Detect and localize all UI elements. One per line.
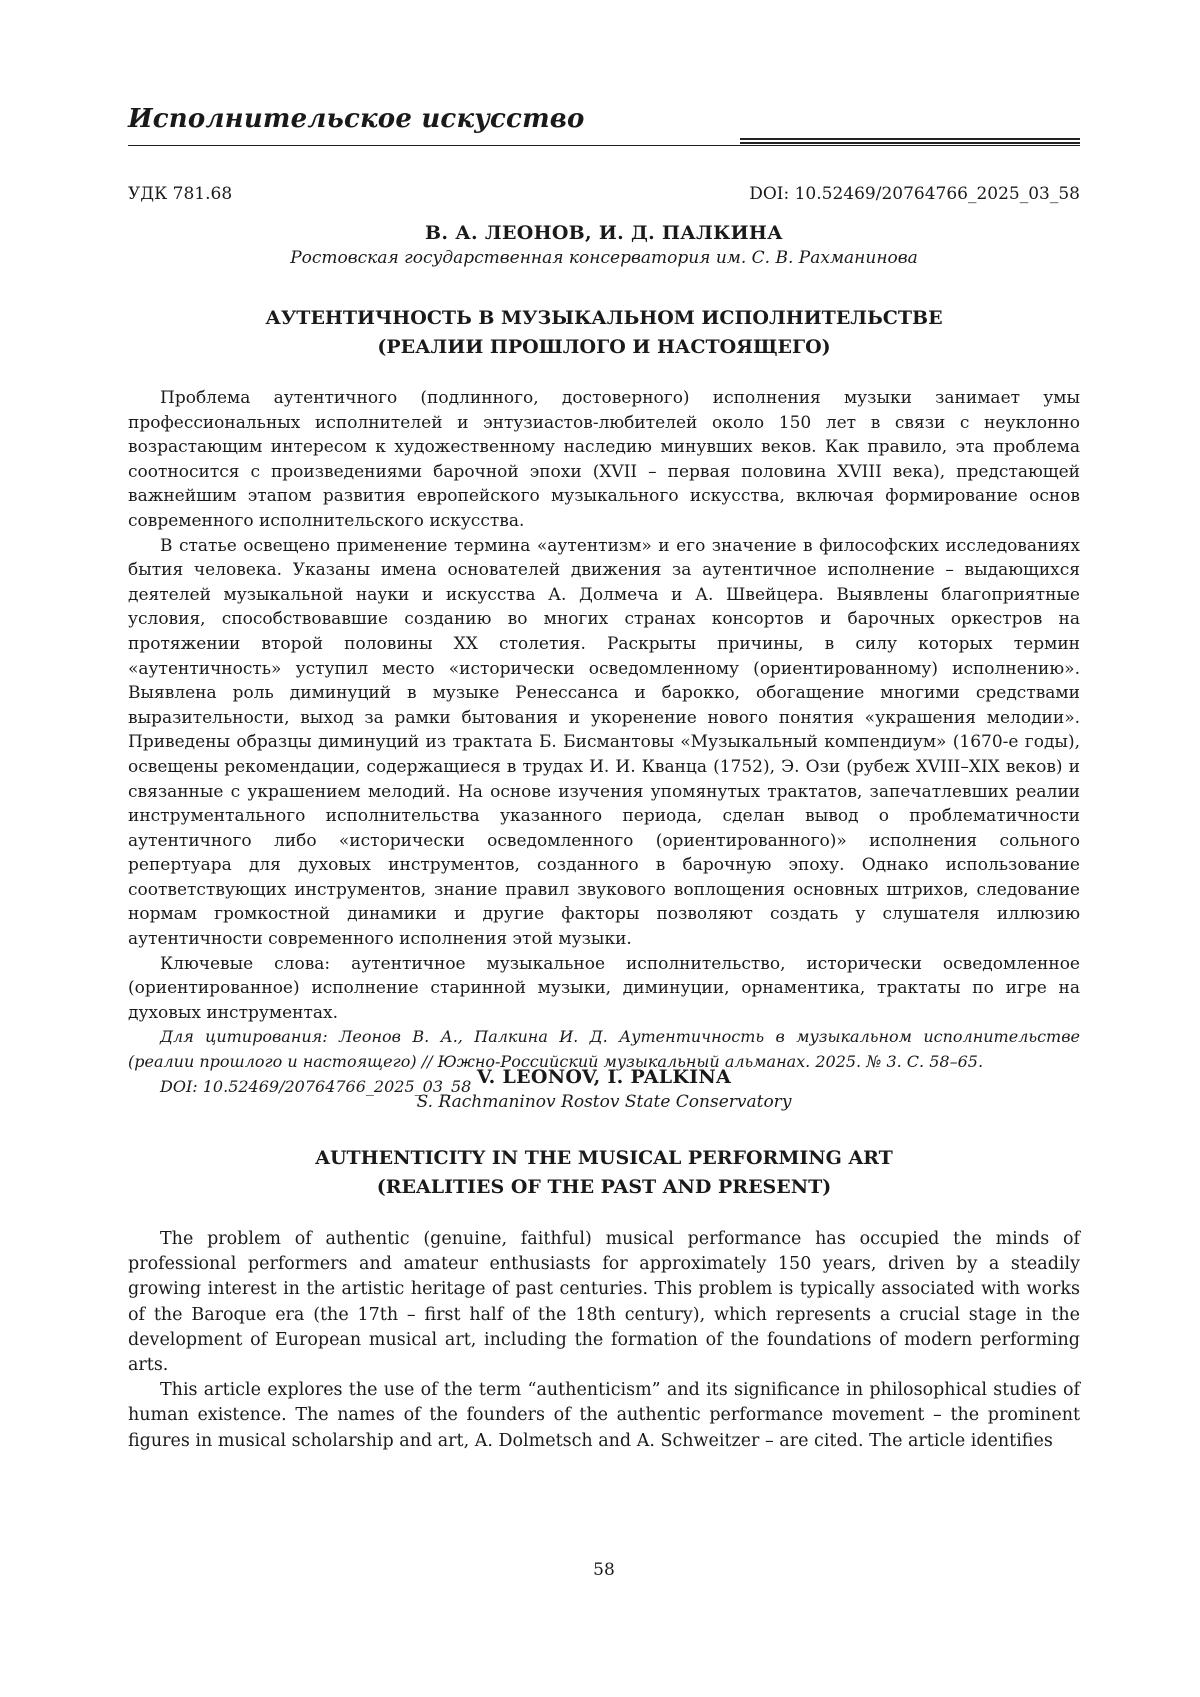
header-rule: [128, 145, 1080, 146]
en-author-block: [128, 1066, 1080, 1112]
en-abstract-paragraph-1: The problem of authentic (genuine, faithful) musical performance has occupied the minds of professional performers and amateur enthusiasts for approximately 150 years, driven by a steadily growing interest in the artistic heritage of past centuries. This problem is typically associated with works of the Baroque era (the 17th – first half of the 18th century), which represents a crucial stage in the development of European musical art, including the formation of the foundations of modern performing arts.: [128, 1229, 1080, 1376]
en-authors: V. LEONOV, I. PALKINA: [476, 1066, 732, 1088]
ru-abstract-paragraph-2: В статье освещено применение термина «аутентизм» и его значение в философских исследованиях бытия человека. Указаны имена основателей движения за аутентичное исполнение – выдающихся деятелей музыкальной науки и искусства А. Долмеча и А. Швейцера. Выявлены благоприятные условия, способствовавшие созданию во многих странах консортов и барочных оркестров на протяжении второй половины XX столетия. Раскрыты причины, в силу которых термин «аутентичность» уступил место «исторически осведомленному (ориентированному) исполнению». Выявлена роль диминуций в музыке Ренессанса и барокко, обогащение многими средствами выразительности, выход за рамки бытования и укоренение нового понятия «украшения мелодии». Приведены образцы диминуций из трактата Б. Бисмантовы «Музыкальный компендиум» (1670-е годы), освещены рекомендации, содержащиеся в трудах И. И. Кванца (1752), Э. Ози (рубеж XVIII–XIX веков) и связанные с украшением мелодий. На основе изучения упомянутых трактатов, запечатлевших реалии инструментального исполнительства указанного периода, сделан вывод о проблематичности аутентичного либо «исторически осведомленного (ориентированного)» исполнения сольного репертуара для духовых инструментов, созданного в барочную эпоху. Однако использование соответствующих инструментов, знание правил звукового воплощения основных штрихов, следование нормам громкостной динамики и другие факторы позволяют создать у слушателя иллюзию аутентичности современного исполнения этой музыки.: [128, 535, 1080, 950]
section-title: Исполнительское искусство: [128, 104, 585, 134]
doi-header[interactable]: DOI: 10.52469/20764766_2025_03_58: [749, 184, 1080, 204]
en-abstract: [128, 1227, 1080, 1454]
ru-authors: В. А. ЛЕОНОВ, И. Д. ПАЛКИНА: [425, 222, 783, 244]
en-title-line1: AUTHENTICITY IN THE MUSICAL PERFORMING ART: [315, 1147, 893, 1169]
ru-title-line2: (РЕАЛИИ ПРОШЛОГО И НАСТОЯЩЕГО): [377, 336, 831, 358]
ru-affiliation: Ростовская государственная консерватория им. С. В. Рахманинова: [290, 248, 918, 268]
en-affiliation: S. Rachmaninov Rostov State Conservatory: [416, 1092, 792, 1112]
header-double-rule: [740, 138, 1080, 144]
ru-title-line1: АУТЕНТИЧНОСТЬ В МУЗЫКАЛЬНОМ ИСПОЛНИТЕЛЬСТВЕ: [265, 307, 943, 329]
ru-author-block: [128, 222, 1080, 268]
en-title-block: [128, 1144, 1080, 1202]
ru-abstract-paragraph-1: Проблема аутентичного (подлинного, достоверного) исполнения музыки занимает умы профессиональных исполнителей и энтузиастов-любителей около 150 лет в связи с неуклонно возрастающим интересом к художественному наследию минувших веков. Как правило, эта проблема соотносится с произведениями барочной эпохи (XVII – первая половина XVIII века), предстающей важнейшим этапом развития европейского музыкального искусства, включая формирование основ современного исполнительского искусства.: [128, 388, 1080, 531]
page-number: 58: [593, 1560, 615, 1580]
meta-row: [128, 184, 1080, 204]
udk-code: УДК 781.68: [128, 184, 233, 204]
en-title-line2: (REALITIES OF THE PAST AND PRESENT): [376, 1176, 832, 1198]
ru-citation: Для цитирования: Леонов В. А., Палкина И. Д. Аутентичность в музыкальном исполнительстве (реалии прошлого и настоящего) // Южно-Российский музыкальный альманах. 2025. № 3. С. 58–65.: [128, 1027, 1080, 1072]
ru-keywords: Ключевые слова: аутентичное музыкальное исполнительство, исторически осведомленное (ориентированное) исполнение старинной музыки, диминуции, орнаментика, трактаты по игре на духовых инструментах.: [128, 953, 1080, 1023]
ru-abstract: [128, 386, 1080, 1099]
ru-title-block: [128, 304, 1080, 362]
en-abstract-paragraph-2: This article explores the use of the term “authenticism” and its significance in philosophical studies of human existence. The names of the founders of the authentic performance movement – the prominent figures in musical scholarship and art, A. Dolmetsch and A. Schweitzer – are cited. The article identifies: [128, 1380, 1080, 1451]
ru-citation-doi[interactable]: DOI: 10.52469/20764766_2025_03_58: [160, 1076, 472, 1096]
